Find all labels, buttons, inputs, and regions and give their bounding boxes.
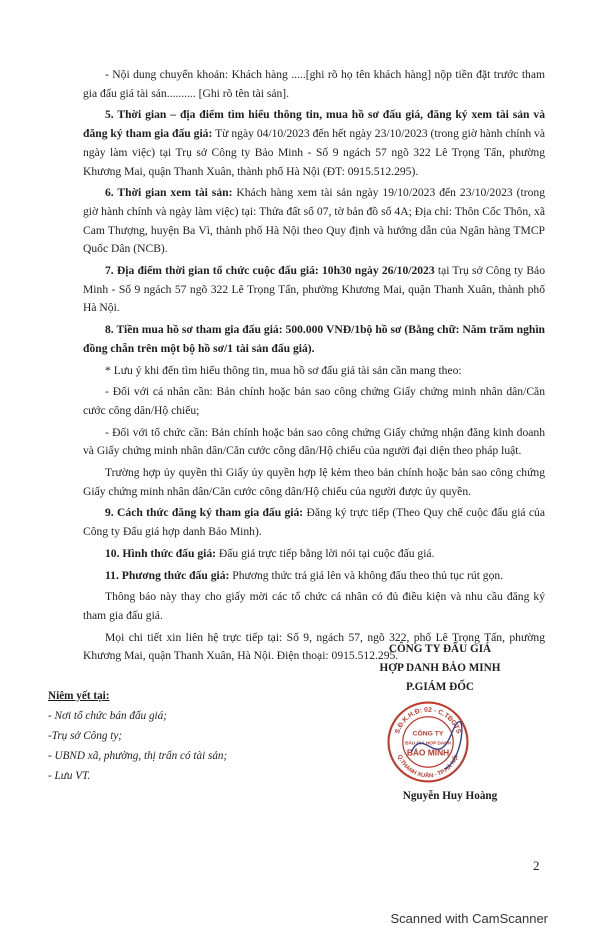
- item-9: [83, 504, 545, 541]
- item-10-text: Đấu giá trực tiếp bằng lời nói tại cuộc đấu giá.: [216, 546, 435, 560]
- item-9-text: Đăng ký trực tiếp (Theo Quy chế cuộc đấu giá của Công ty Đấu giá hợp danh Bảo Minh).: [83, 506, 545, 539]
- scanner-watermark: Scanned with CamScanner: [390, 911, 548, 926]
- item-11-text: Phương thức trả giá lên và không đấu theo thủ tục rút gọn.: [229, 568, 504, 582]
- item-6-text: Khách hàng xem tài sản ngày 19/10/2023 đến 23/10/2023 (trong giờ hành chính và ngày làm việc) tại: Thửa đất số 07, tờ bản đồ số 4A; Địa chỉ: Thôn Cốc Thôn, xã Cam Thượng, huyện Ba Vì, thành phố Hà Nội theo Quy định và hướng dẫn của Ngân hàng TMCP Quốc Dân (NCB).: [83, 186, 545, 256]
- posting-list: [48, 686, 328, 786]
- item-10-title: 10. Hình thức đấu giá:: [105, 546, 217, 560]
- posting-item: - Nơi tổ chức bán đấu giá;: [48, 710, 167, 722]
- note-organization: - Đối với tổ chức cần: Bản chính hoặc bản sao công chứng Giấy chứng nhận đăng kinh doanh và Giấy chứng minh nhân dân/Căn cước công dân/Hộ chiếu của người đại diện theo pháp luật.: [83, 425, 545, 458]
- closing-invitation: Thông báo này thay cho giấy mời các tổ chức cá nhân có đủ điều kiện và nhu cầu đăng ký tham gia đấu giá.: [83, 590, 545, 622]
- signature-block: [345, 640, 535, 697]
- item-7-text: tại Trụ sở Công ty Bảo Minh - Số 9 ngách 57 ngõ 322 Lê Trọng Tấn, phường Khương Mai, quận Thanh Xuân, thành phố Hà Nội.: [83, 264, 545, 315]
- item-11: [83, 567, 545, 586]
- stamp-line-3: BẢO MINH: [406, 747, 450, 758]
- signer-title: P.GIÁM ĐỐC: [406, 681, 474, 693]
- note-authorization: Trường hợp ủy quyền thì Giấy ủy quyền hợp lệ kèm theo bản chính hoặc bản sao công chứng Giấy chứng minh nhân dân/Căn cước công dân/Hộ chiếu của người được ủy quyền.: [83, 466, 545, 498]
- note-heading: * Lưu ý khi đến tìm hiểu thông tin, mua hồ sơ đấu giá tài sản cần mang theo:: [105, 363, 462, 377]
- item-5: [83, 106, 545, 181]
- item-7: [83, 262, 545, 318]
- company-seal-icon: [386, 700, 470, 784]
- item-5-title: 5. Thời gian – địa điểm tìm hiểu thông tin, mua hồ sơ đấu giá, đăng ký xem tài sản và đăng ký tham gia đấu giá:: [83, 108, 545, 141]
- item-9-title: 9. Cách thức đăng ký tham gia đấu giá:: [105, 506, 304, 520]
- signer-name: Nguyễn Huy Hoàng: [402, 790, 498, 802]
- closing-contact: Mọi chi tiết xin liên hệ trực tiếp tại: Số 9, ngách 57, ngõ 322, phố Lê Trọng Tấn, phường Khương Mai, quận Thanh Xuân, Hà Nội. Điện thoại: 0915.512.295.: [83, 630, 545, 663]
- posting-item: -Trụ sở Công ty;: [48, 730, 123, 742]
- posting-title: Niêm yết tại:: [48, 690, 110, 702]
- item-8: [83, 321, 545, 358]
- company-name-line1: CÔNG TY ĐẤU GIÁ: [388, 643, 492, 655]
- posting-item: - UBND xã, phường, thị trấn có tài sản;: [48, 750, 228, 762]
- item-5-text: Từ ngày 04/10/2023 đến hết ngày 23/10/2023 (trong giờ hành chính và ngày làm việc) tại Trụ sở Công ty Bảo Minh - Số 9 ngách 57 ngõ 322 Lê Trọng Tấn, phường Khương Mai, quận Thanh Xuân, thành phố Hà Nội (ĐT: 0915.512.295).: [83, 127, 545, 178]
- stamp-bottom-text: Q.THANH XUÂN - TP.HÀ NỘI: [395, 754, 461, 780]
- page-number: 2: [533, 858, 540, 873]
- item-11-title: 11. Phương thức đấu giá:: [105, 568, 230, 582]
- item-6-title: 6. Thời gian xem tài sản:: [105, 186, 233, 200]
- item-10: [83, 545, 545, 564]
- item-7-title: 7. Địa điểm thời gian tổ chức cuộc đấu giá: 10h30 ngày 26/10/2023: [105, 264, 435, 278]
- stamp-line-2: ĐẤU GIÁ HỢP DANH: [405, 740, 451, 746]
- posting-item: - Lưu VT.: [48, 770, 91, 782]
- transfer-content-line: - Nội dung chuyển khoản: Khách hàng .....[ghi rõ họ tên khách hàng] nộp tiền đặt trước tham gia đấu giá tài sản.......... [Ghi rõ tên tài sản].: [83, 68, 545, 100]
- note-individual: - Đối với cá nhân cần: Bản chính hoặc bản sao công chứng Giấy chứng minh nhân dân/Căn cước công dân/Hộ chiếu;: [83, 385, 545, 417]
- item-6: [83, 184, 545, 259]
- stamp-top-text: S.Đ.K.H.Đ: 02 - C.TĐGTS: [394, 706, 462, 735]
- stamp-line-1: CÔNG TY: [412, 730, 444, 738]
- item-8-title: 8. Tiền mua hồ sơ tham gia đấu giá: 500.000 VNĐ/1bộ hồ sơ (Bằng chữ: Năm trăm nghìn đồng chẵn trên một bộ hồ sơ/1 tài sản đấu giá).: [83, 323, 545, 355]
- company-name-line2: HỢP DANH BẢO MINH: [379, 662, 501, 674]
- document-body: [83, 66, 545, 669]
